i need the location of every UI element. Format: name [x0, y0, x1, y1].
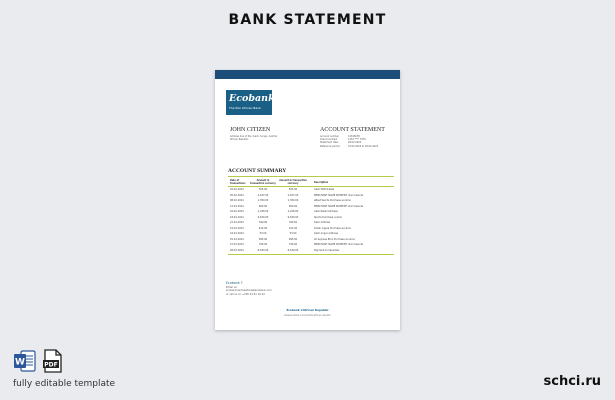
contact-line: Email us: [226, 285, 237, 289]
word-icon: [14, 350, 36, 372]
cell-amount-currency: 609.00: [288, 204, 298, 208]
divider: [228, 176, 394, 177]
cell-description: Dollar Ligera Purchase eccamo: [314, 226, 352, 230]
cell-description: eBest Sports Purchase eccamo: [314, 199, 351, 203]
cell-amount: 2,228.00: [257, 210, 269, 214]
cell-amount-currency: 1,350.00: [287, 199, 299, 203]
customer-address: Address line of the client, Congo, Central African Republic: [230, 135, 278, 142]
footer-bank-name: Ecobank CAfrican Republic: [286, 308, 329, 312]
table-header: [228, 178, 394, 187]
cell-amount: 422.00: [258, 226, 268, 230]
svg-text:PDF: PDF: [44, 361, 58, 369]
cell-amount-currency: 2,228.00: [287, 210, 299, 214]
cell-date: 27.02.2024: [230, 243, 244, 247]
cell-amount-currency: 995.00: [288, 237, 298, 241]
cell-amount-currency: 422.00: [288, 226, 298, 230]
cell-description: Payment to Vacantes: [314, 248, 340, 252]
pdf-icon: [43, 349, 63, 373]
table-row: [228, 248, 394, 254]
cell-amount: 390.00: [258, 221, 268, 225]
cell-amount-currency: 336.00: [288, 243, 298, 247]
statement-title: ACCOUNT STATEMENT: [320, 127, 385, 133]
header-description: Description: [314, 180, 329, 184]
cell-amount-currency: 8,630.00: [287, 248, 299, 252]
document-footer: [215, 308, 400, 317]
transactions-table: [228, 178, 394, 255]
brand-watermark: schci.ru: [543, 374, 601, 389]
cell-date: 18.02.2024: [230, 215, 244, 219]
cell-amount: 53.00: [259, 232, 267, 236]
cell-date: 23.02.2024: [230, 226, 244, 230]
cell-description: MERCHANT NAME PAYMENT Ural meanda: [314, 193, 364, 197]
contact-block: [226, 282, 272, 296]
statement-document: [215, 70, 400, 330]
cell-description: All express Ebro Purchase eccamo: [314, 237, 355, 241]
cell-description: Cash Retail Address: [314, 210, 338, 214]
cell-amount: 2,637.00: [257, 193, 269, 197]
page-title: BANK STATEMENT: [228, 12, 387, 28]
header-amount-currency: Amount in transaction currency: [279, 179, 307, 185]
cell-amount: 505.00: [258, 188, 268, 192]
footer-url: www.ecobank.com/central-african-republic: [284, 314, 331, 317]
cell-date: 12.02.2024: [230, 204, 244, 208]
contact-line: ecobankcentralafrica@ecobank.com: [226, 289, 272, 293]
cell-amount-currency: 390.00: [288, 221, 298, 225]
cell-date: 16.02.2024: [230, 210, 244, 214]
cell-description: Cash Withdrawal: [314, 188, 335, 192]
contact-line: or call us on +236 21 61 10 42: [226, 292, 265, 296]
statement-fields: [320, 135, 395, 148]
cell-amount-currency: 53.00: [289, 232, 297, 236]
cell-amount: 609.00: [258, 204, 268, 208]
table-body: [228, 187, 394, 253]
statement-field: Client Contract 1234 **** 3333: [320, 138, 366, 142]
divider: [228, 254, 394, 255]
contact-line: Ecobank 7: [226, 281, 243, 285]
template-caption: fully editable template: [13, 379, 116, 389]
header-amount: Amount in transaction currency: [250, 179, 276, 185]
cell-amount: 336.00: [258, 243, 268, 247]
cell-date: 05.02.2024: [230, 193, 244, 197]
cell-date: 21.02.2024: [230, 221, 244, 225]
cell-date: 08.02.2024: [230, 199, 244, 203]
cell-date: 24.02.2024: [230, 232, 244, 236]
header-date: Date of transactions: [230, 179, 246, 185]
cell-description: MERCHANT NAME PAYMENT Ural meanda: [314, 243, 364, 247]
cell-amount: 8,630.00: [257, 248, 269, 252]
cell-description: Cash Address: [314, 221, 331, 225]
cell-amount: 995.00: [258, 237, 268, 241]
ecobank-logo: [226, 90, 275, 115]
cell-description: MERCHANT NAME PAYMENT Ural meanda: [314, 204, 364, 208]
cell-description: Sports Purchase ocamo: [314, 215, 343, 219]
svg-text:W: W: [15, 357, 25, 368]
logo-tagline: The Pan African Bank: [229, 106, 261, 110]
cell-amount-currency: 9,630.00: [287, 215, 299, 219]
cell-amount-currency: 505.00: [288, 188, 298, 192]
statement-field: Reference period 01.02.2024 to 28.02.2024: [320, 144, 379, 148]
cell-date: 28.02.2024: [230, 248, 244, 252]
document-top-bar: [215, 70, 400, 79]
cell-amount-currency: 2,637.00: [287, 193, 299, 197]
statement-field: Statement date 28.02.2024: [320, 141, 362, 145]
cell-date: 02.02.2024: [230, 188, 244, 192]
cell-amount: 1,350.00: [257, 199, 269, 203]
statement-field: Account number 12345678: [320, 135, 360, 138]
logo-name: Ecobank: [229, 93, 275, 104]
cell-description: Cash Anger Address: [314, 232, 339, 236]
cell-amount: 9,630.00: [257, 215, 269, 219]
customer-name: JOHN CITIZEN: [230, 127, 271, 133]
cell-date: 25.02.2024: [230, 237, 244, 241]
summary-title: ACCOUNT SUMMARY: [228, 168, 287, 174]
